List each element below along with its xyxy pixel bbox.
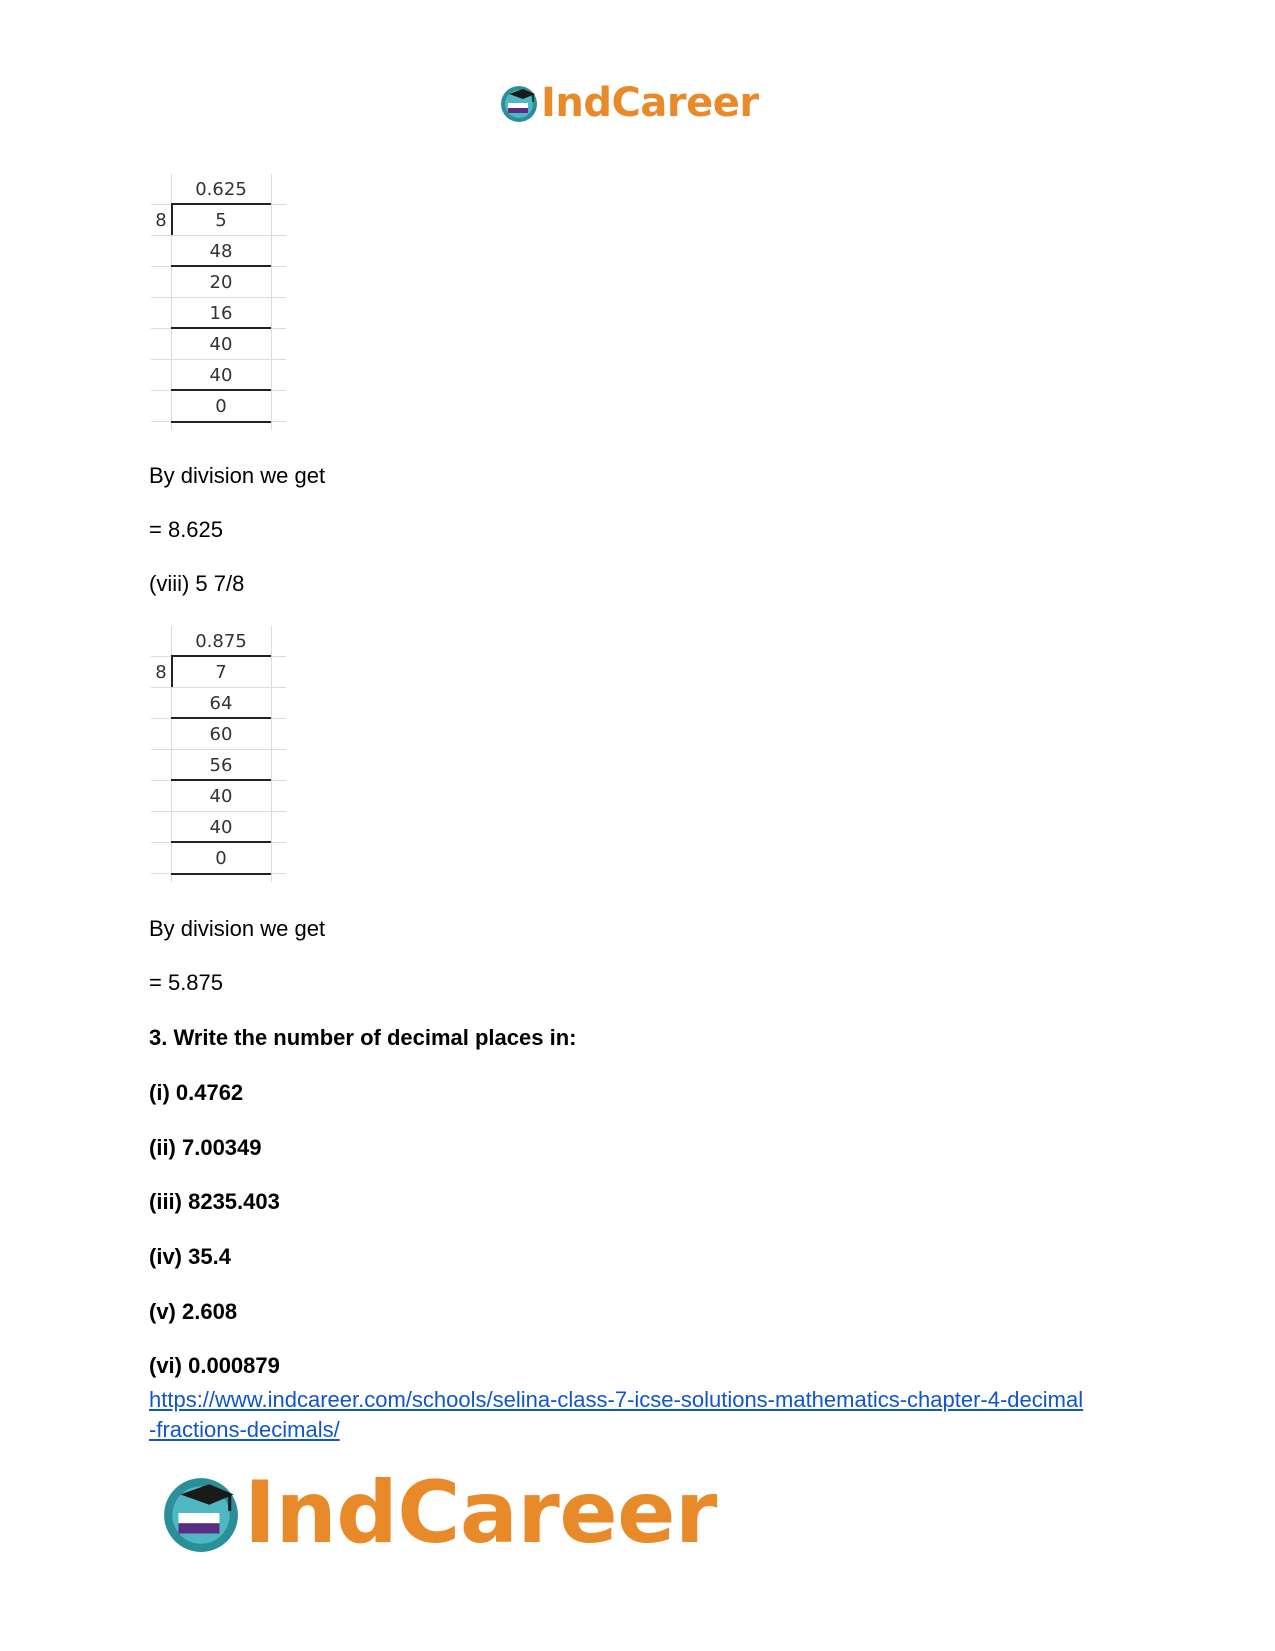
logo-wordmark: IndCareer <box>541 80 759 126</box>
division-row: 60 <box>209 724 233 745</box>
division-divisor: 8 <box>155 210 167 231</box>
division-quotient: 0.875 <box>195 631 247 652</box>
division-rule <box>171 421 271 423</box>
part-label: (viii) 5 7/8 <box>149 571 245 596</box>
division-rule <box>171 203 271 205</box>
division-row: 40 <box>209 334 233 355</box>
division-rule <box>171 779 271 781</box>
question-item: (vi) 0.000879 <box>149 1353 280 1378</box>
division-rule <box>171 389 271 391</box>
division-row: 56 <box>209 755 233 776</box>
source-link-line-2: -fractions-decimals/ <box>149 1417 340 1442</box>
explanation-text: By division we get <box>149 463 326 488</box>
division-rule <box>171 873 271 875</box>
division-quotient: 0.625 <box>195 179 247 200</box>
division-row: 40 <box>209 817 233 838</box>
division-bracket <box>171 204 173 235</box>
question-item: (i) 0.4762 <box>149 1080 244 1105</box>
graduation-globe-icon <box>160 1472 242 1554</box>
long-division-table-1 <box>151 174 286 430</box>
division-row: 0 <box>215 848 227 869</box>
explanation-text: By division we get <box>149 916 326 941</box>
logo-wordmark: IndCareer <box>244 1463 717 1563</box>
result-text: = 8.625 <box>149 517 224 542</box>
question-item: (v) 2.608 <box>149 1299 238 1324</box>
division-rule <box>171 717 271 719</box>
division-row: 7 <box>215 662 227 683</box>
division-row: 16 <box>209 303 233 324</box>
division-row: 64 <box>209 693 233 714</box>
division-row: 40 <box>209 365 233 386</box>
division-divisor: 8 <box>155 662 167 683</box>
result-text: = 5.875 <box>149 970 224 995</box>
division-row: 0 <box>215 396 227 417</box>
division-rule <box>171 841 271 843</box>
source-link[interactable] <box>149 1385 1119 1445</box>
division-row: 5 <box>215 210 227 231</box>
division-row: 40 <box>209 786 233 807</box>
graduation-globe-icon <box>499 83 539 123</box>
indcareer-logo-footer <box>160 1463 717 1563</box>
division-bracket <box>171 656 173 687</box>
question-item: (iii) 8235.403 <box>149 1189 280 1214</box>
division-rule <box>171 265 271 267</box>
division-row: 48 <box>209 241 233 262</box>
indcareer-logo-header <box>499 80 759 126</box>
long-division-table-2 <box>151 626 286 882</box>
division-rule <box>171 327 271 329</box>
division-rule <box>171 655 271 657</box>
question-item: (iv) 35.4 <box>149 1244 231 1269</box>
division-row: 20 <box>209 272 233 293</box>
source-link-line-1: https://www.indcareer.com/schools/selina-class-7-icse-solutions-mathematics-chapter-4-decimal <box>149 1387 1084 1412</box>
question-title: 3. Write the number of decimal places in: <box>149 1025 577 1050</box>
question-item: (ii) 7.00349 <box>149 1135 262 1160</box>
